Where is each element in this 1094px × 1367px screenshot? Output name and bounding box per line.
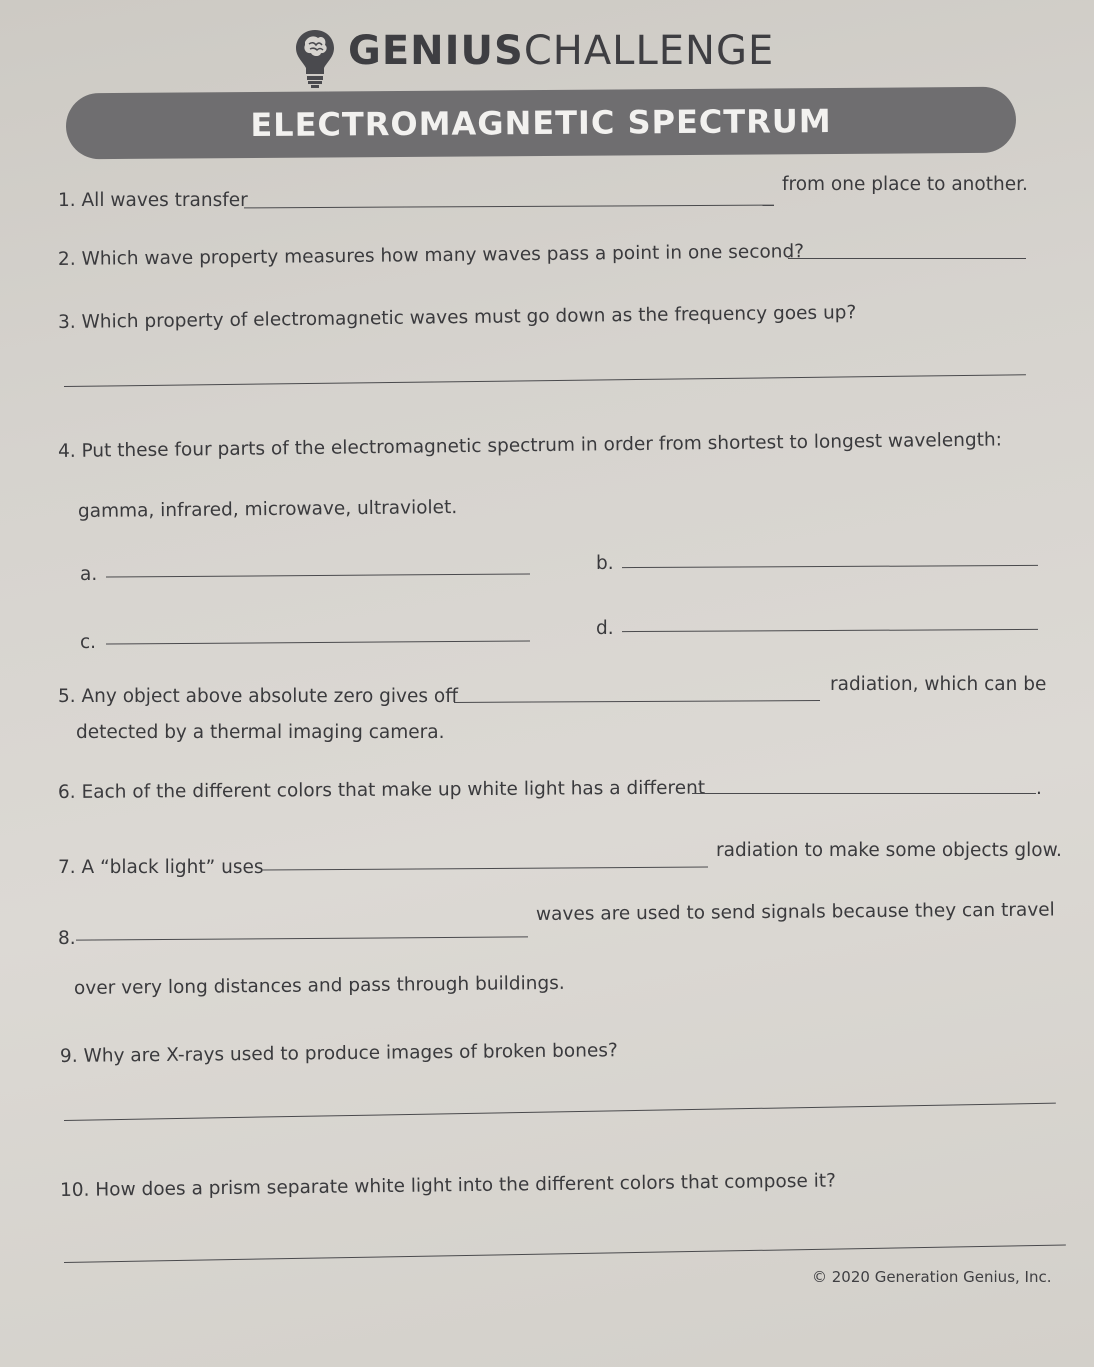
q4-word-list: gamma, infrared, microwave, ultraviolet. bbox=[77, 497, 458, 522]
lightbulb-brain-icon bbox=[292, 26, 338, 90]
q5-text-continued: detected by a thermal imaging camera. bbox=[76, 722, 445, 743]
q8-answer-line[interactable] bbox=[76, 936, 528, 940]
q9-answer-line[interactable] bbox=[64, 1103, 1056, 1121]
title-banner bbox=[66, 87, 1016, 160]
q7-answer-line[interactable] bbox=[262, 866, 708, 870]
q4-label-a: a. bbox=[80, 564, 98, 585]
q4-answer-line-a[interactable] bbox=[106, 574, 530, 578]
q1-text-start: 1. All waves transfer bbox=[58, 190, 248, 211]
q5-text-end: radiation, which can be bbox=[830, 674, 1047, 695]
q4-text: 4. Put these four parts of the electromagnetic spectrum in order from shortest to longest wavelength: bbox=[57, 429, 1003, 462]
q7-text-start: 7. A “black light” uses bbox=[58, 857, 264, 878]
q3-text: 3. Which property of electromagnetic waves must go down as the frequency goes up? bbox=[57, 302, 857, 333]
q4-answer-line-b[interactable] bbox=[622, 565, 1038, 568]
bleed-through-text bbox=[140, 0, 154, 38]
q4-answer-line-c[interactable] bbox=[106, 641, 530, 645]
q8-label: 8. bbox=[58, 928, 76, 949]
q8-text-end: waves are used to send signals because they can travel bbox=[535, 899, 1055, 925]
q5-answer-line[interactable] bbox=[454, 700, 820, 703]
page-title: ELECTROMAGNETIC SPECTRUM bbox=[250, 101, 832, 145]
q6-text: 6. Each of the different colors that make up white light has a different bbox=[57, 777, 706, 803]
q10-answer-line[interactable] bbox=[64, 1245, 1066, 1263]
brand-title bbox=[348, 28, 774, 74]
copyright-notice: © 2020 Generation Genius, Inc. bbox=[812, 1268, 1052, 1286]
q4-label-d: d. bbox=[596, 618, 614, 639]
q1-text-end: from one place to another. bbox=[782, 174, 1028, 195]
q4-answer-line-d[interactable] bbox=[622, 629, 1038, 632]
q4-label-c: c. bbox=[80, 632, 97, 653]
q10-text: 10. How does a prism separate white light into the different colors that compose it? bbox=[59, 1170, 837, 1201]
brand-bold: GENIUS bbox=[348, 28, 524, 74]
q6-answer-line[interactable] bbox=[692, 793, 1036, 794]
q1-answer-line[interactable] bbox=[244, 205, 774, 209]
q3-answer-line[interactable] bbox=[64, 374, 1026, 387]
q8-text-continued: over very long distances and pass through buildings. bbox=[73, 972, 565, 999]
q9-text: 9. Why are X-rays used to produce images of broken bones? bbox=[59, 1040, 618, 1067]
q5-text-start: 5. Any object above absolute zero gives off bbox=[58, 686, 458, 707]
q4-label-b: b. bbox=[596, 553, 614, 574]
q2-text: 2. Which wave property measures how many waves pass a point in one second? bbox=[57, 241, 805, 270]
brand-light: CHALLENGE bbox=[523, 28, 775, 74]
q2-answer-line[interactable] bbox=[788, 258, 1026, 259]
q7-text-end: radiation to make some objects glow. bbox=[716, 840, 1062, 861]
q6-period: . bbox=[1036, 778, 1042, 799]
